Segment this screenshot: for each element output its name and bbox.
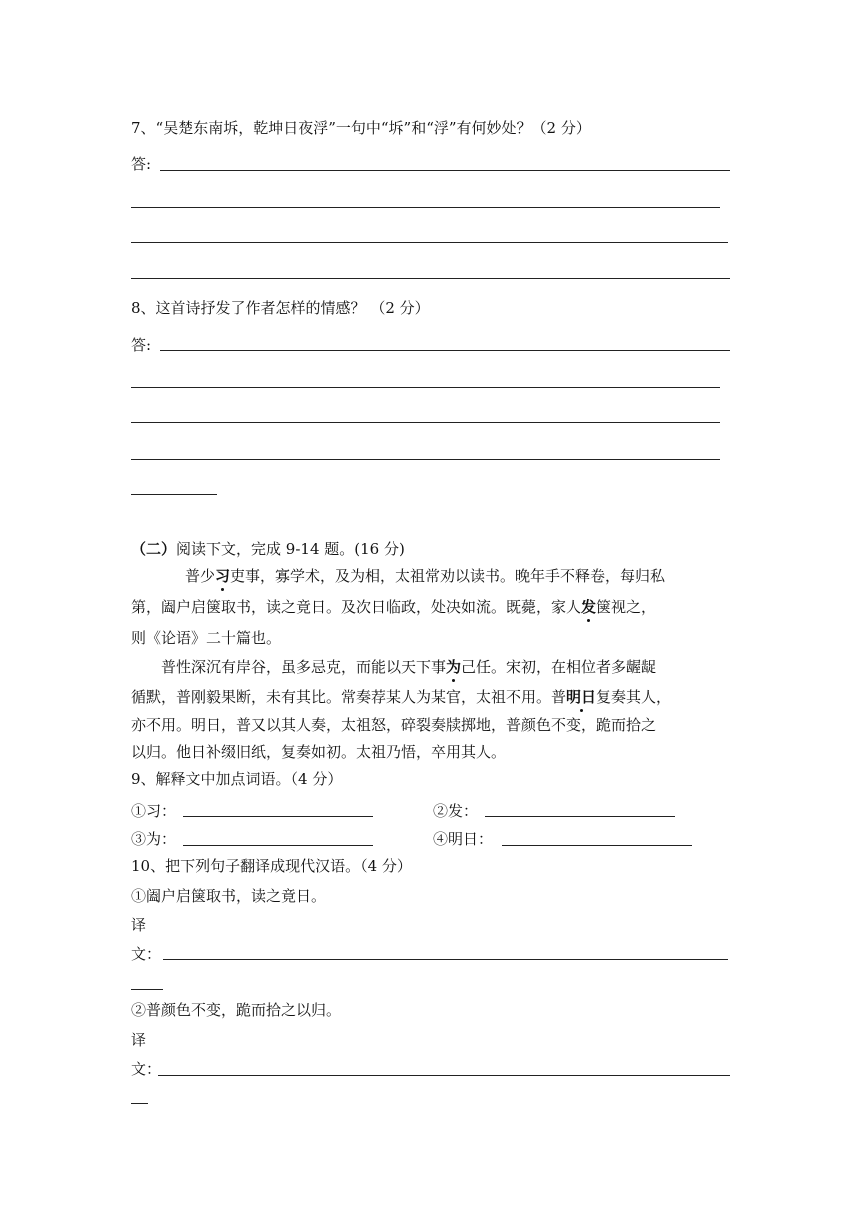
- passage-text: 己任。宋初，在相位者多龌龊: [461, 658, 657, 676]
- q10-translation-label-2a: 译: [131, 1031, 147, 1049]
- q10-sentence-1: ①阖户启箧取书，读之竟日。: [131, 887, 327, 905]
- passage-p2-line-4: 以归。他日补缀旧纸，复奏如初。太祖乃悟，卒用其人。: [131, 743, 507, 761]
- passage-p1-line-1: [185, 565, 665, 587]
- passage-p2-line-1: [161, 656, 656, 678]
- q9-item-2-line[interactable]: [485, 816, 675, 817]
- q9-question: 9、解释文中加点词语。（4 分）: [131, 770, 343, 788]
- dotted-word-xi: 习: [215, 567, 231, 585]
- q10-translation-label-1b: 文：: [131, 945, 162, 963]
- passage-p2-line-3: 亦不用。明日，普又以其人奏，太祖怒，碎裂奏牍掷地，普颜色不变，跪而拾之: [131, 716, 657, 734]
- passage-text: 普性深沉有岸谷，虽多忌克，而能以天下事: [161, 658, 447, 676]
- dotted-word-mingri: 明日: [566, 688, 597, 706]
- passage-text: 吏事，寡学术，及为相，太祖常劝以读书。晚年手不释卷，每归私: [230, 567, 666, 585]
- q8-question: 8、这首诗抒发了作者怎样的情感？ （2 分）: [131, 299, 430, 317]
- passage-text: 第，阖户启箧取书，读之竟日。及次日临政，处决如流。既薨，家人: [131, 598, 582, 616]
- q9-item-1-line[interactable]: [183, 816, 373, 817]
- q10-translation-1-line[interactable]: [163, 959, 728, 960]
- q8-answer-line-2[interactable]: [131, 387, 720, 388]
- q10-question: 10、把下列句子翻译成现代汉语。（4 分）: [131, 857, 412, 875]
- q9-item-2-label: ②发：: [433, 802, 479, 820]
- section-number: （二）: [131, 540, 177, 558]
- q7-answer-line-3[interactable]: [131, 242, 728, 243]
- q10-sentence-2: ②普颜色不变，跪而拾之以归。: [131, 1001, 342, 1019]
- q10-translation-label-1a: 译: [131, 916, 147, 934]
- q10-translation-2-line[interactable]: [158, 1075, 730, 1076]
- passage-text: 普少: [185, 567, 216, 585]
- q7-answer-line-1[interactable]: [160, 170, 730, 171]
- passage-p1-line-3: 则《论语》二十篇也。: [131, 629, 282, 647]
- q10-translation-label-2b: 文：: [131, 1060, 162, 1078]
- q9-item-4-label: ④明日：: [433, 830, 494, 848]
- passage-p2-line-2: [131, 686, 671, 708]
- dotted-word-fa: 发: [581, 598, 597, 616]
- q9-item-4-line[interactable]: [502, 845, 692, 846]
- q9-item-1-label: ①习：: [131, 802, 177, 820]
- q8-answer-line-1[interactable]: [160, 350, 730, 351]
- q10-translation-1-line-cont[interactable]: [131, 989, 163, 990]
- passage-text: 循默，普刚毅果断，未有其比。常奏荐某人为某官，太祖不用。普: [131, 688, 567, 706]
- passage-text: 复奏其人，: [596, 688, 672, 706]
- section-instruction: 阅读下文，完成 9-14 题。(16 分): [176, 540, 405, 558]
- q8-answer-line-5[interactable]: [131, 494, 217, 495]
- q7-answer-label: 答:: [131, 155, 152, 173]
- q8-answer-label: 答:: [131, 336, 152, 354]
- passage-p1-line-2: [131, 596, 656, 618]
- q10-translation-2-line-cont[interactable]: [131, 1103, 148, 1104]
- section-title: [131, 538, 405, 560]
- passage-text: 箧视之，: [596, 598, 657, 616]
- q7-question: 7、“吴楚东南坼，乾坤日夜浮”一句中“坼”和“浮”有何妙处？（2 分）: [131, 119, 591, 137]
- dotted-word-wei: 为: [446, 658, 462, 676]
- q7-answer-line-2[interactable]: [131, 207, 720, 208]
- q8-answer-line-4[interactable]: [131, 459, 720, 460]
- q9-item-3-label: ③为：: [131, 830, 177, 848]
- q9-item-3-line[interactable]: [183, 845, 373, 846]
- q7-answer-line-4[interactable]: [131, 278, 730, 279]
- q8-answer-line-3[interactable]: [131, 422, 720, 423]
